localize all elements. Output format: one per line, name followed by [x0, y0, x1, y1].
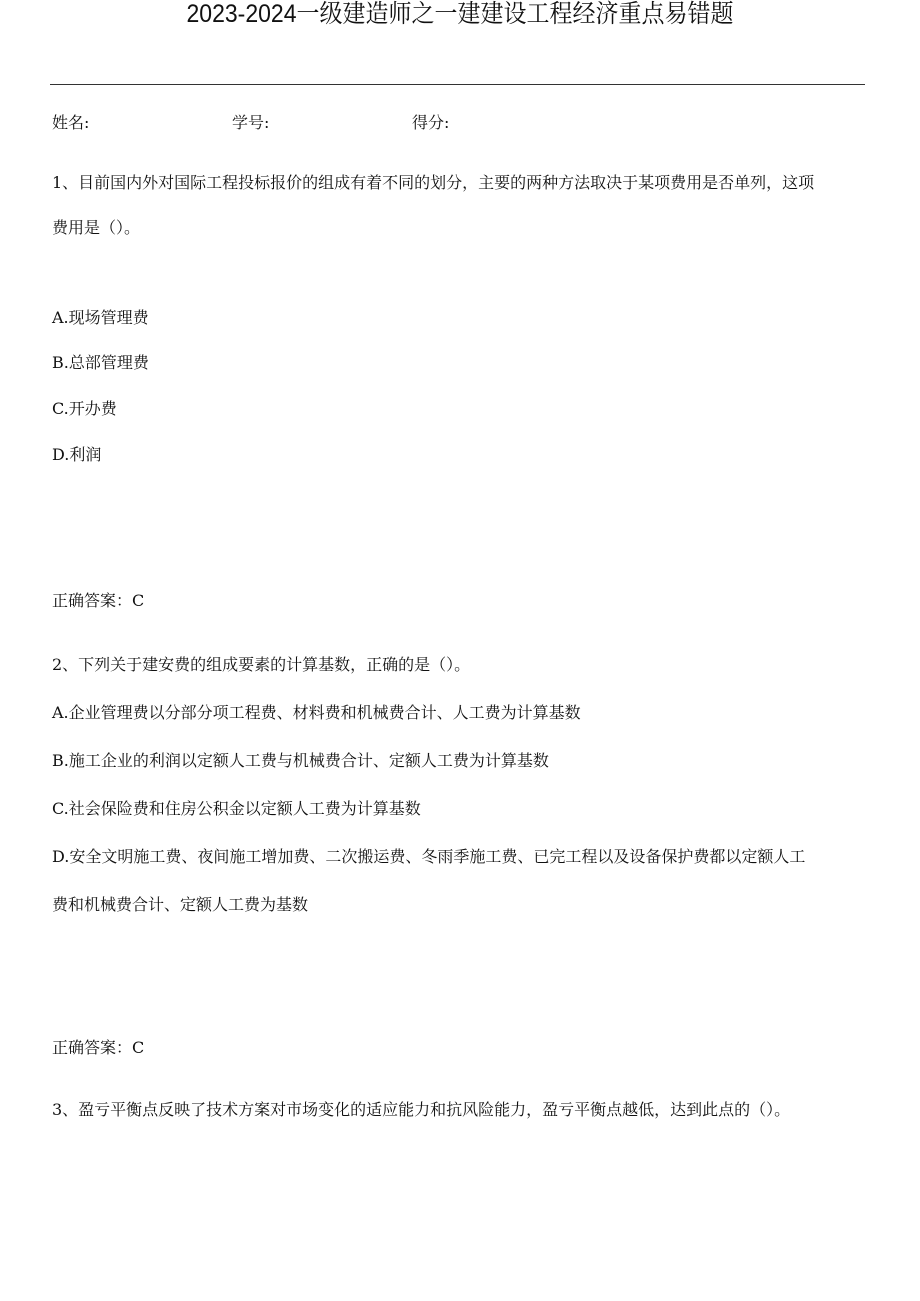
question-1-stem: 1、目前国内外对国际工程投标报价的组成有着不同的划分，主要的两种方法取决于某项费用是否单列，这项 [52, 173, 815, 192]
name-field-label: 姓名: [52, 113, 90, 132]
question-1-option-b: B.总部管理费 [52, 353, 149, 372]
question-2-option-b: B.施工企业的利润以定额人工费与机械费合计、定额人工费为计算基数 [52, 751, 549, 770]
question-1-answer: 正确答案：C [52, 591, 145, 610]
question-2-option-d: D.安全文明施工费、夜间施工增加费、二次搬运费、冬雨季施工费、已完工程以及设备保护费都以定额人工 [52, 847, 806, 866]
question-2-stem: 2、下列关于建安费的组成要素的计算基数，正确的是（）。 [52, 655, 471, 674]
question-1-option-d: D.利润 [52, 445, 102, 464]
question-1-option-a: A.现场管理费 [52, 308, 149, 327]
question-1-stem-continued: 费用是（）。 [52, 218, 141, 237]
student-id-field-label: 学号: [232, 113, 270, 132]
score-field-label: 得分: [412, 113, 450, 132]
title-divider [50, 84, 865, 85]
question-2-option-a: A.企业管理费以分部分项工程费、材料费和机械费合计、人工费为计算基数 [52, 703, 581, 722]
question-1-option-c: C.开办费 [52, 399, 117, 418]
question-2-answer: 正确答案：C [52, 1038, 145, 1057]
question-2-option-d-continued: 费和机械费合计、定额人工费为基数 [52, 895, 309, 914]
question-2-option-c: C.社会保险费和住房公积金以定额人工费为计算基数 [52, 799, 421, 818]
document-title: 2023-2024一级建造师之一建建设工程经济重点易错题 [186, 0, 734, 28]
question-3-stem: 3、盈亏平衡点反映了技术方案对市场变化的适应能力和抗风险能力，盈亏平衡点越低，达到此点的（）。 [52, 1100, 791, 1119]
